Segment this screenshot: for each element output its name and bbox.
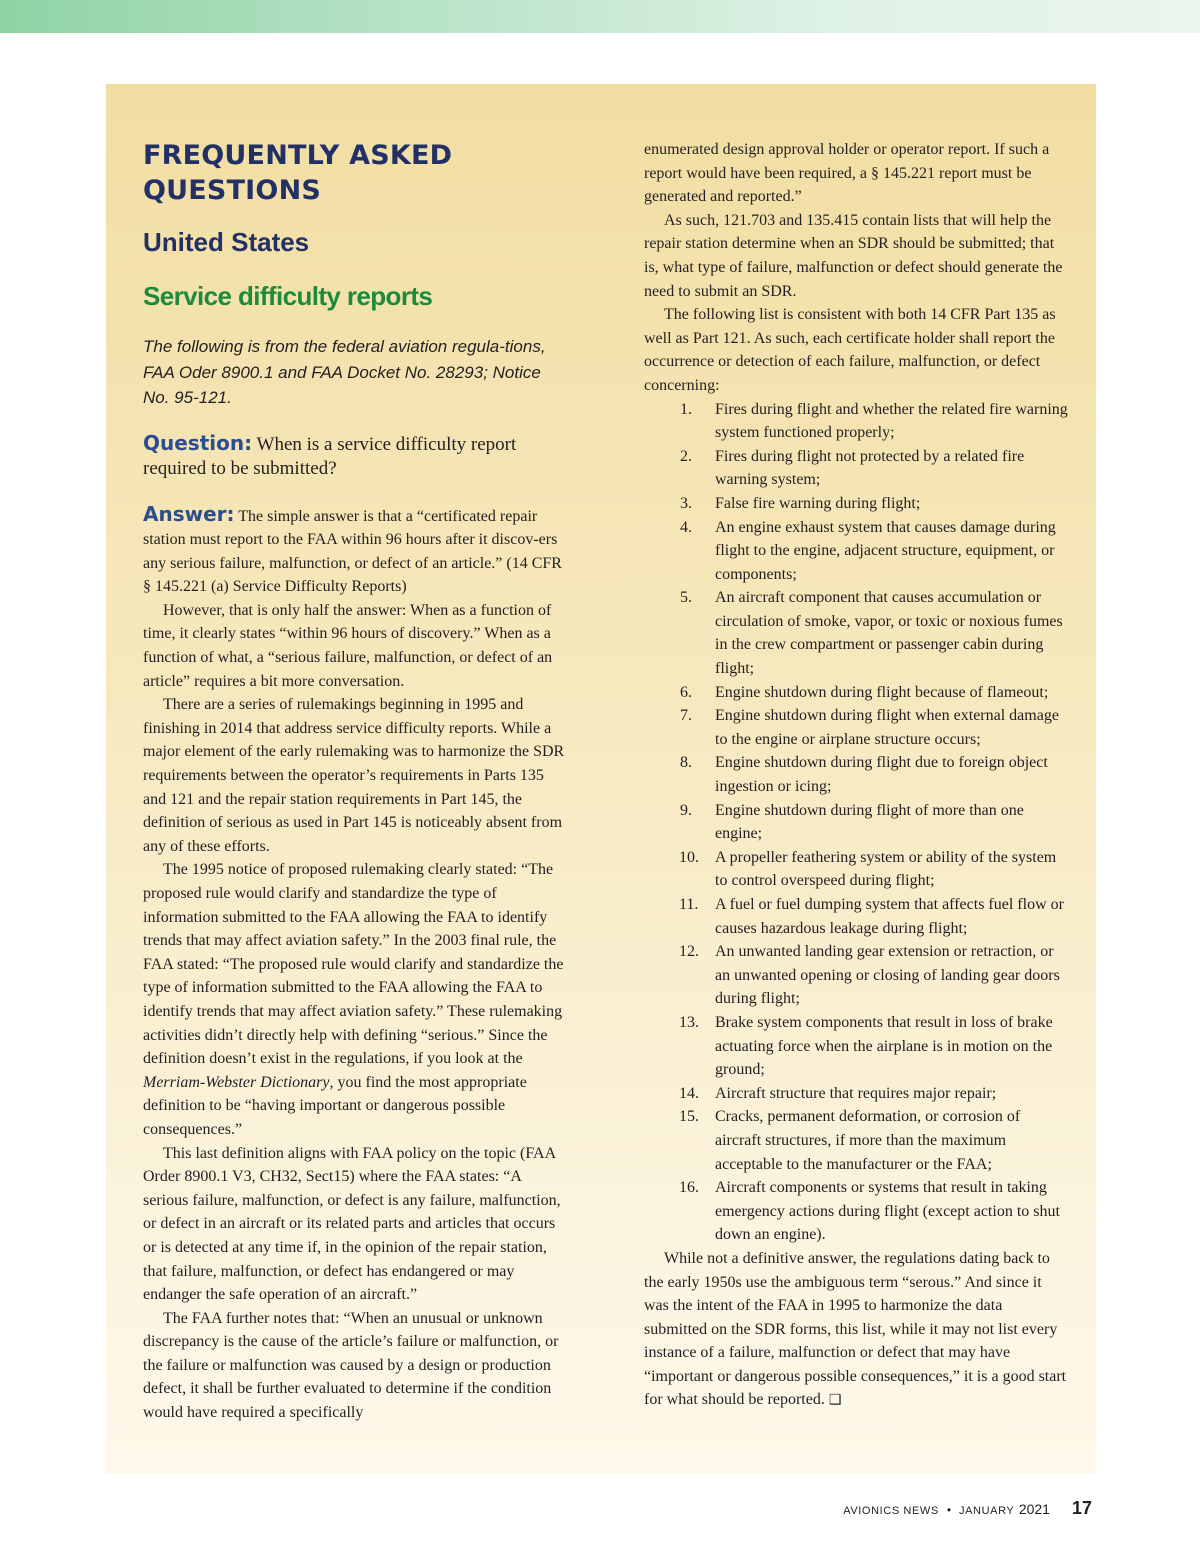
list-item-number: 3.: [680, 494, 692, 512]
paragraph-lists: As such, 121.703 and 135.415 contain lists that will help the repair station determine when an SDR should be submitted; that is, what type of failure, malfunction or defect should generate the need to submit an SDR.: [644, 211, 1063, 300]
list-item-number: 2.: [680, 447, 692, 465]
list-item-text: Engine shutdown during flight of more than one engine;: [715, 801, 1024, 843]
list-item: [644, 1176, 1069, 1247]
question-label: Question:: [143, 430, 253, 455]
list-item: [644, 940, 1069, 1011]
list-item: [644, 893, 1069, 940]
publication-name: AVIONICS NEWS: [843, 1505, 939, 1517]
continuation-text: enumerated design approval holder or operator report. If such a report would have been required, a § 145.221 report must be generated and reported.”: [644, 141, 1050, 206]
issue-month: JANUARY: [959, 1505, 1015, 1517]
list-item-number: 7.: [680, 707, 692, 725]
list-item: [644, 445, 1069, 492]
list-item: [644, 1082, 1069, 1106]
list-item-text: A fuel or fuel dumping system that affects fuel flow or causes hazardous leakage during flight;: [715, 896, 1064, 937]
paragraph-consistent-list: The following list is consistent with both 14 CFR Part 135 as well as Part 121. As such, each certificate holder shall report the occurrence or detection of each failure, malfunction, or defect concerning:: [644, 306, 1056, 394]
list-item-text: Engine shutdown during flight when external damage to the engine or airplane structure occurs;: [715, 707, 1059, 748]
paragraph-proposed-rule-end: , you find the most appropriate definition to be “having important or dangerous possible consequences.”: [143, 1073, 527, 1138]
section-title-line1: FREQUENTLY ASKED: [143, 140, 453, 171]
end-of-article-box-icon: ❑: [828, 1392, 842, 1409]
list-item-text: A propeller feathering system or ability of the system to control overspeed during flight;: [715, 848, 1057, 890]
dictionary-title: Merriam-Webster Dictionary: [143, 1073, 330, 1091]
list-item-text: Aircraft structure that requires major repair;: [715, 1084, 997, 1102]
list-item-text: Fires during flight and whether the related fire warning system functioned properly;: [715, 400, 1068, 442]
list-item-text: Cracks, permanent deformation, or corrosion of aircraft structures, if more than the maximum acceptable to the manufacturer or the FAA;: [715, 1108, 1021, 1173]
intro-text: The following is from the federal aviation regula-tions, FAA Oder 8900.1 and FAA Docket No. 28293; Notice No. 95-121.: [143, 337, 546, 407]
list-item: [644, 492, 1069, 516]
list-item: [644, 586, 1069, 680]
list-item-text: An engine exhaust system that causes damage during flight to the engine, adjacent structure, equipment, or components;: [715, 518, 1056, 583]
section-title-line2: QUESTIONS: [143, 175, 322, 206]
list-item-number: 5.: [680, 589, 692, 607]
answer-block: [143, 503, 568, 1425]
list-item-text: Fires during flight not protected by a related fire warning system;: [715, 447, 1025, 489]
list-item: [644, 1105, 1069, 1176]
list-item: [644, 1011, 1069, 1082]
list-item-number: 13.: [679, 1013, 699, 1031]
paragraph-faa-policy: This last definition aligns with FAA policy on the topic (FAA Order 8900.1 V3, CH32, Sect15) where the FAA states: “A serious failure, malfunction, or defect is any failure, malfunction, or defect in an aircraft or its related parts and articles that occurs or is detected at any time if, in the opinion of the repair station, that failure, malfunction, or defect has endangered or may endanger the safe operation of an aircraft.”: [143, 1144, 561, 1304]
question-block: [143, 431, 568, 481]
list-item: [644, 799, 1069, 846]
country-heading: United States: [143, 227, 310, 257]
list-item-number: 16.: [679, 1179, 699, 1197]
list-item-number: 11.: [679, 896, 699, 913]
page-number: 17: [1071, 1498, 1092, 1518]
paragraph-faa-notes: The FAA further notes that: “When an unusual or unknown discrepancy is the cause of the article’s failure or malfunction, or the failure or malfunction was caused by a design or production defect, it shall be further evaluated to determine if the condition would have required a specifically: [143, 1309, 559, 1422]
list-item: [644, 751, 1069, 798]
sdr-criteria-list: [644, 398, 1069, 1247]
list-item-text: An aircraft component that causes accumulation or circulation of smoke, vapor, or toxic or noxious fumes in the crew compartment or passenger cabin during flight;: [715, 589, 1063, 678]
list-item: [644, 398, 1069, 445]
list-item-number: 9.: [680, 801, 692, 819]
list-item-text: Engine shutdown during flight due to foreign object ingestion or icing;: [715, 754, 1048, 796]
list-item: [644, 681, 1069, 705]
top-color-band: [0, 0, 1200, 33]
paragraph-rulemakings: There are a series of rulemakings beginning in 1995 and finishing in 2014 that address service difficulty reports. While a major element of the early rulemaking was to harmonize the SDR requirements between the operator’s requirements in Parts 135 and 121 and the repair station requirements in Part 145, the definition of serious as used in Part 145 is noticeably absent from any of these efforts.: [143, 696, 565, 855]
paragraph-proposed-rule: [143, 858, 568, 1141]
paragraph-proposed-rule-start: The 1995 notice of proposed rulemaking clearly stated: “The proposed rule would clarify and standardize the type of information submitted to the FAA allowing the FAA to identify trends that may affect aviation safety.” In the 2003 final rule, the FAA stated: “The proposed rule would clarify and standardize the type of information submitted to the FAA allowing the FAA to identify trends that may affect aviation safety.” These rulemaking activities didn’t directly help with defining “serious.” Since the definition doesn’t exist in the regulations, if you look at the: [143, 861, 564, 1068]
list-item-number: 12.: [679, 943, 699, 961]
list-item-number: 14.: [679, 1084, 699, 1102]
list-item-number: 15.: [679, 1108, 699, 1126]
list-item-text: False fire warning during flight;: [715, 494, 921, 512]
list-item-text: Brake system components that result in loss of brake actuating force when the airplane is in motion on the ground;: [715, 1013, 1053, 1079]
list-item-number: 6.: [680, 683, 692, 701]
paragraph-time-function: However, that is only half the answer: When as a function of time, it clearly states “within 96 hours of discovery.” When as a function of what, a “serious failure, malfunction, or defect of an article” requires a bit more conversation.: [143, 601, 553, 690]
topic-heading: Service difficulty reports: [143, 281, 433, 311]
list-item-number: 4.: [680, 518, 692, 536]
answer-paragraph: [143, 503, 568, 599]
right-column: [644, 138, 1069, 1413]
list-item: [644, 704, 1069, 751]
list-item-text: Engine shutdown during flight because of flameout;: [715, 683, 1049, 701]
list-item: [644, 846, 1069, 893]
list-item-text: Aircraft components or systems that result in taking emergency actions during flight (except action to shut down an engine).: [715, 1179, 1060, 1244]
section-title: [143, 138, 568, 208]
left-column: [143, 138, 568, 1425]
answer-label: Answer:: [143, 501, 235, 526]
list-item-number: 1.: [680, 400, 692, 418]
list-item-number: 10.: [679, 848, 699, 866]
issue-year: 2021: [1018, 1501, 1050, 1517]
list-item-text: An unwanted landing gear extension or retraction, or an unwanted opening or closing of landing gear doors during flight;: [715, 943, 1060, 1008]
list-item-number: 8.: [680, 754, 692, 772]
footer-separator: •: [946, 1503, 952, 1517]
question-text: When is a service difficulty report required to be submitted?: [143, 433, 517, 479]
answer-lead-text: The simple answer is that a “certificated repair station must report to the FAA within 96 hours after it discov-ers any serious failure, malfunction, or defect of an article.” (14 CFR § 145.221 (a) Service Difficulty Reports): [143, 507, 562, 596]
closing-text: While not a definitive answer, the regulations dating back to the early 1950s use the ambiguous term “serous.” And since it was the intent of the FAA in 1995 to harmonize the data submitted on the SDR forms, this list, while it may not list every instance of a failure, malfunction or defect that may have “important or dangerous possible consequences,” it is a good start for what should be reported.: [644, 1249, 1067, 1409]
page-footer: [0, 1498, 1092, 1519]
closing-paragraph: [644, 1247, 1069, 1413]
list-item: [644, 516, 1069, 587]
